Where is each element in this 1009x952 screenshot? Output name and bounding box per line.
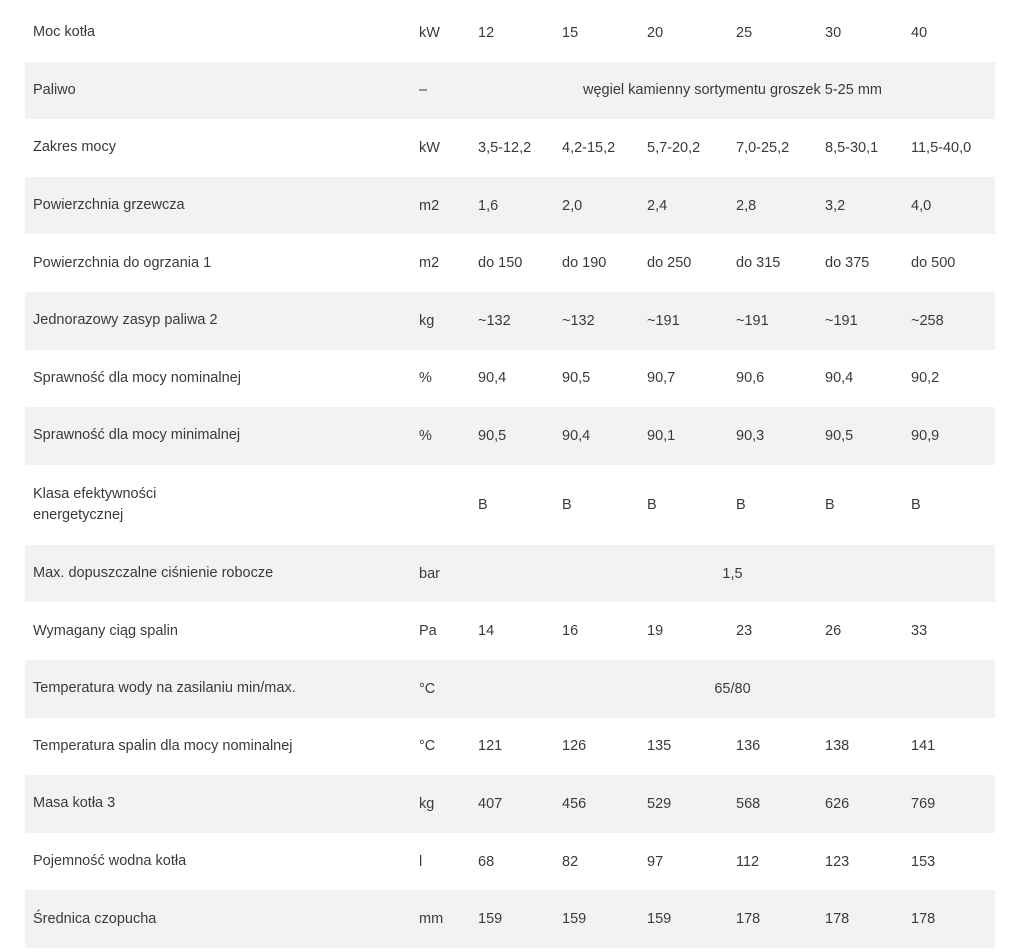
parameter-label: Masa kotła 3 (25, 775, 411, 833)
value-cell: 97 (647, 853, 664, 870)
value-cell: 178 (903, 890, 995, 948)
value-cell: 19 (647, 623, 664, 640)
value-cell: do 250 (647, 255, 692, 272)
parameter-label: Paliwo (25, 62, 411, 120)
table-row (25, 407, 995, 465)
value-cell: 529 (639, 775, 728, 833)
parameter-label: Max. dopuszczalne ciśnienie robocze (25, 545, 411, 603)
value-cell: ~191 (639, 292, 728, 350)
value-cell: 2,4 (639, 177, 728, 235)
unit-cell: Pa (419, 623, 437, 640)
merged-value-cell: węgiel kamienny sortymentu groszek 5-25 mm (470, 62, 995, 120)
unit-cell: % (419, 370, 432, 387)
value-cell: 15 (562, 24, 579, 41)
table-row (25, 350, 995, 408)
table-row (25, 775, 995, 833)
parameter-label: Jednorazowy zasyp paliwa 2 (25, 292, 411, 350)
merged-value-cell: 65/80 (470, 660, 995, 718)
value-cell: 90,2 (911, 370, 940, 387)
value-cell: 159 (470, 890, 554, 948)
value-cell: B (478, 496, 488, 513)
value-cell: 568 (728, 775, 817, 833)
parameter-label: Moc kotła (33, 24, 96, 41)
value-cell: 90,9 (903, 407, 995, 465)
value-cell: 25 (736, 24, 753, 41)
table-row (25, 465, 995, 545)
table-row (25, 177, 995, 235)
value-cell: 178 (817, 890, 903, 948)
value-cell: 90,5 (817, 407, 903, 465)
table-row (25, 660, 995, 718)
value-cell: 141 (911, 738, 936, 755)
spec-table-body (25, 4, 995, 948)
value-cell: 90,5 (470, 407, 554, 465)
parameter-label: Temperatura wody na zasilaniu min/max. (25, 660, 411, 718)
unit-cell: m2 (411, 177, 470, 235)
unit-cell: kg (411, 292, 470, 350)
table-row (25, 4, 995, 62)
value-cell: do 375 (825, 255, 870, 272)
unit-cell: °C (411, 660, 470, 718)
merged-value-cell: 1,5 (470, 545, 995, 603)
value-cell: 2,0 (554, 177, 639, 235)
value-cell: do 500 (911, 255, 956, 272)
value-cell: 90,5 (562, 370, 591, 387)
parameter-label: Powierzchnia grzewcza (25, 177, 411, 235)
unit-cell: kg (411, 775, 470, 833)
table-row (25, 718, 995, 776)
value-cell: 112 (736, 853, 760, 870)
parameter-label: Wymagany ciąg spalin (33, 622, 178, 639)
value-cell: 90,4 (825, 370, 854, 387)
value-cell: 159 (554, 890, 639, 948)
value-cell: 14 (478, 623, 495, 640)
value-cell: 769 (903, 775, 995, 833)
value-cell: 23 (736, 623, 753, 640)
parameter-label: Temperatura spalin dla mocy nominalnej (33, 737, 293, 754)
value-cell: 138 (825, 738, 850, 755)
value-cell: B (825, 496, 835, 513)
value-cell: 153 (911, 853, 936, 870)
value-cell: 90,7 (647, 370, 676, 387)
value-cell: ~132 (554, 292, 639, 350)
value-cell: B (647, 496, 657, 513)
value-cell: 4,2-15,2 (562, 139, 616, 156)
value-cell: 68 (478, 853, 495, 870)
value-cell: 121 (478, 738, 503, 755)
value-cell: 90,4 (554, 407, 639, 465)
value-cell: B (562, 496, 572, 513)
unit-cell: % (411, 407, 470, 465)
value-cell: 26 (825, 623, 842, 640)
value-cell: 82 (562, 853, 579, 870)
table-row (25, 890, 995, 948)
value-cell: 159 (639, 890, 728, 948)
value-cell: 33 (911, 623, 928, 640)
parameter-label: Zakres mocy (33, 139, 116, 156)
unit-cell: l (419, 853, 423, 870)
value-cell: 40 (911, 24, 928, 41)
parameter-label (25, 465, 411, 545)
value-cell: 626 (817, 775, 903, 833)
value-cell: 3,2 (817, 177, 903, 235)
value-cell: 3,5-12,2 (478, 139, 532, 156)
table-row (25, 119, 995, 177)
value-cell: 11,5-40,0 (911, 139, 972, 156)
value-cell: 90,6 (736, 370, 765, 387)
value-cell: 8,5-30,1 (825, 139, 879, 156)
unit-cell: kW (419, 139, 440, 156)
value-cell: 90,1 (639, 407, 728, 465)
value-cell: 12 (478, 24, 495, 41)
parameter-label: Średnica czopucha (25, 890, 411, 948)
value-cell: 123 (825, 853, 850, 870)
value-cell: 30 (825, 24, 842, 41)
unit-cell: bar (411, 545, 470, 603)
value-cell: 1,6 (470, 177, 554, 235)
value-cell: do 190 (562, 255, 607, 272)
spec-table (25, 4, 995, 948)
value-cell: ~191 (817, 292, 903, 350)
parameter-label: Sprawność dla mocy nominalnej (33, 369, 241, 386)
value-cell: 178 (728, 890, 817, 948)
value-cell: 5,7-20,2 (647, 139, 701, 156)
table-row (25, 545, 995, 603)
value-cell: 4,0 (903, 177, 995, 235)
value-cell: ~258 (903, 292, 995, 350)
unit-cell: kW (419, 24, 440, 41)
value-cell: 90,3 (728, 407, 817, 465)
value-cell: 7,0-25,2 (736, 139, 790, 156)
value-cell: 136 (736, 738, 761, 755)
unit-cell: °C (419, 738, 436, 755)
table-row (25, 602, 995, 660)
value-cell: 407 (470, 775, 554, 833)
value-cell: 126 (562, 738, 587, 755)
unit-cell: m2 (419, 255, 440, 272)
value-cell: 2,8 (728, 177, 817, 235)
value-cell: ~132 (470, 292, 554, 350)
table-row (25, 62, 995, 120)
value-cell: do 150 (478, 255, 523, 272)
value-cell: 135 (647, 738, 672, 755)
table-row (25, 234, 995, 292)
value-cell: B (911, 496, 921, 513)
table-row (25, 292, 995, 350)
unit-cell: – (411, 62, 470, 120)
value-cell: 16 (562, 623, 579, 640)
unit-cell (411, 465, 470, 545)
value-cell: 456 (554, 775, 639, 833)
value-cell: do 315 (736, 255, 781, 272)
parameter-label: Pojemność wodna kotła (33, 853, 187, 870)
unit-cell: mm (411, 890, 470, 948)
table-row (25, 833, 995, 891)
parameter-label: Sprawność dla mocy minimalnej (25, 407, 411, 465)
value-cell: 20 (647, 24, 664, 41)
parameter-label-text: Klasa efektywności energetycznej (33, 485, 157, 523)
value-cell: 90,4 (478, 370, 507, 387)
value-cell: ~191 (728, 292, 817, 350)
parameter-label: Powierzchnia do ogrzania 1 (33, 254, 212, 271)
value-cell: B (736, 496, 746, 513)
